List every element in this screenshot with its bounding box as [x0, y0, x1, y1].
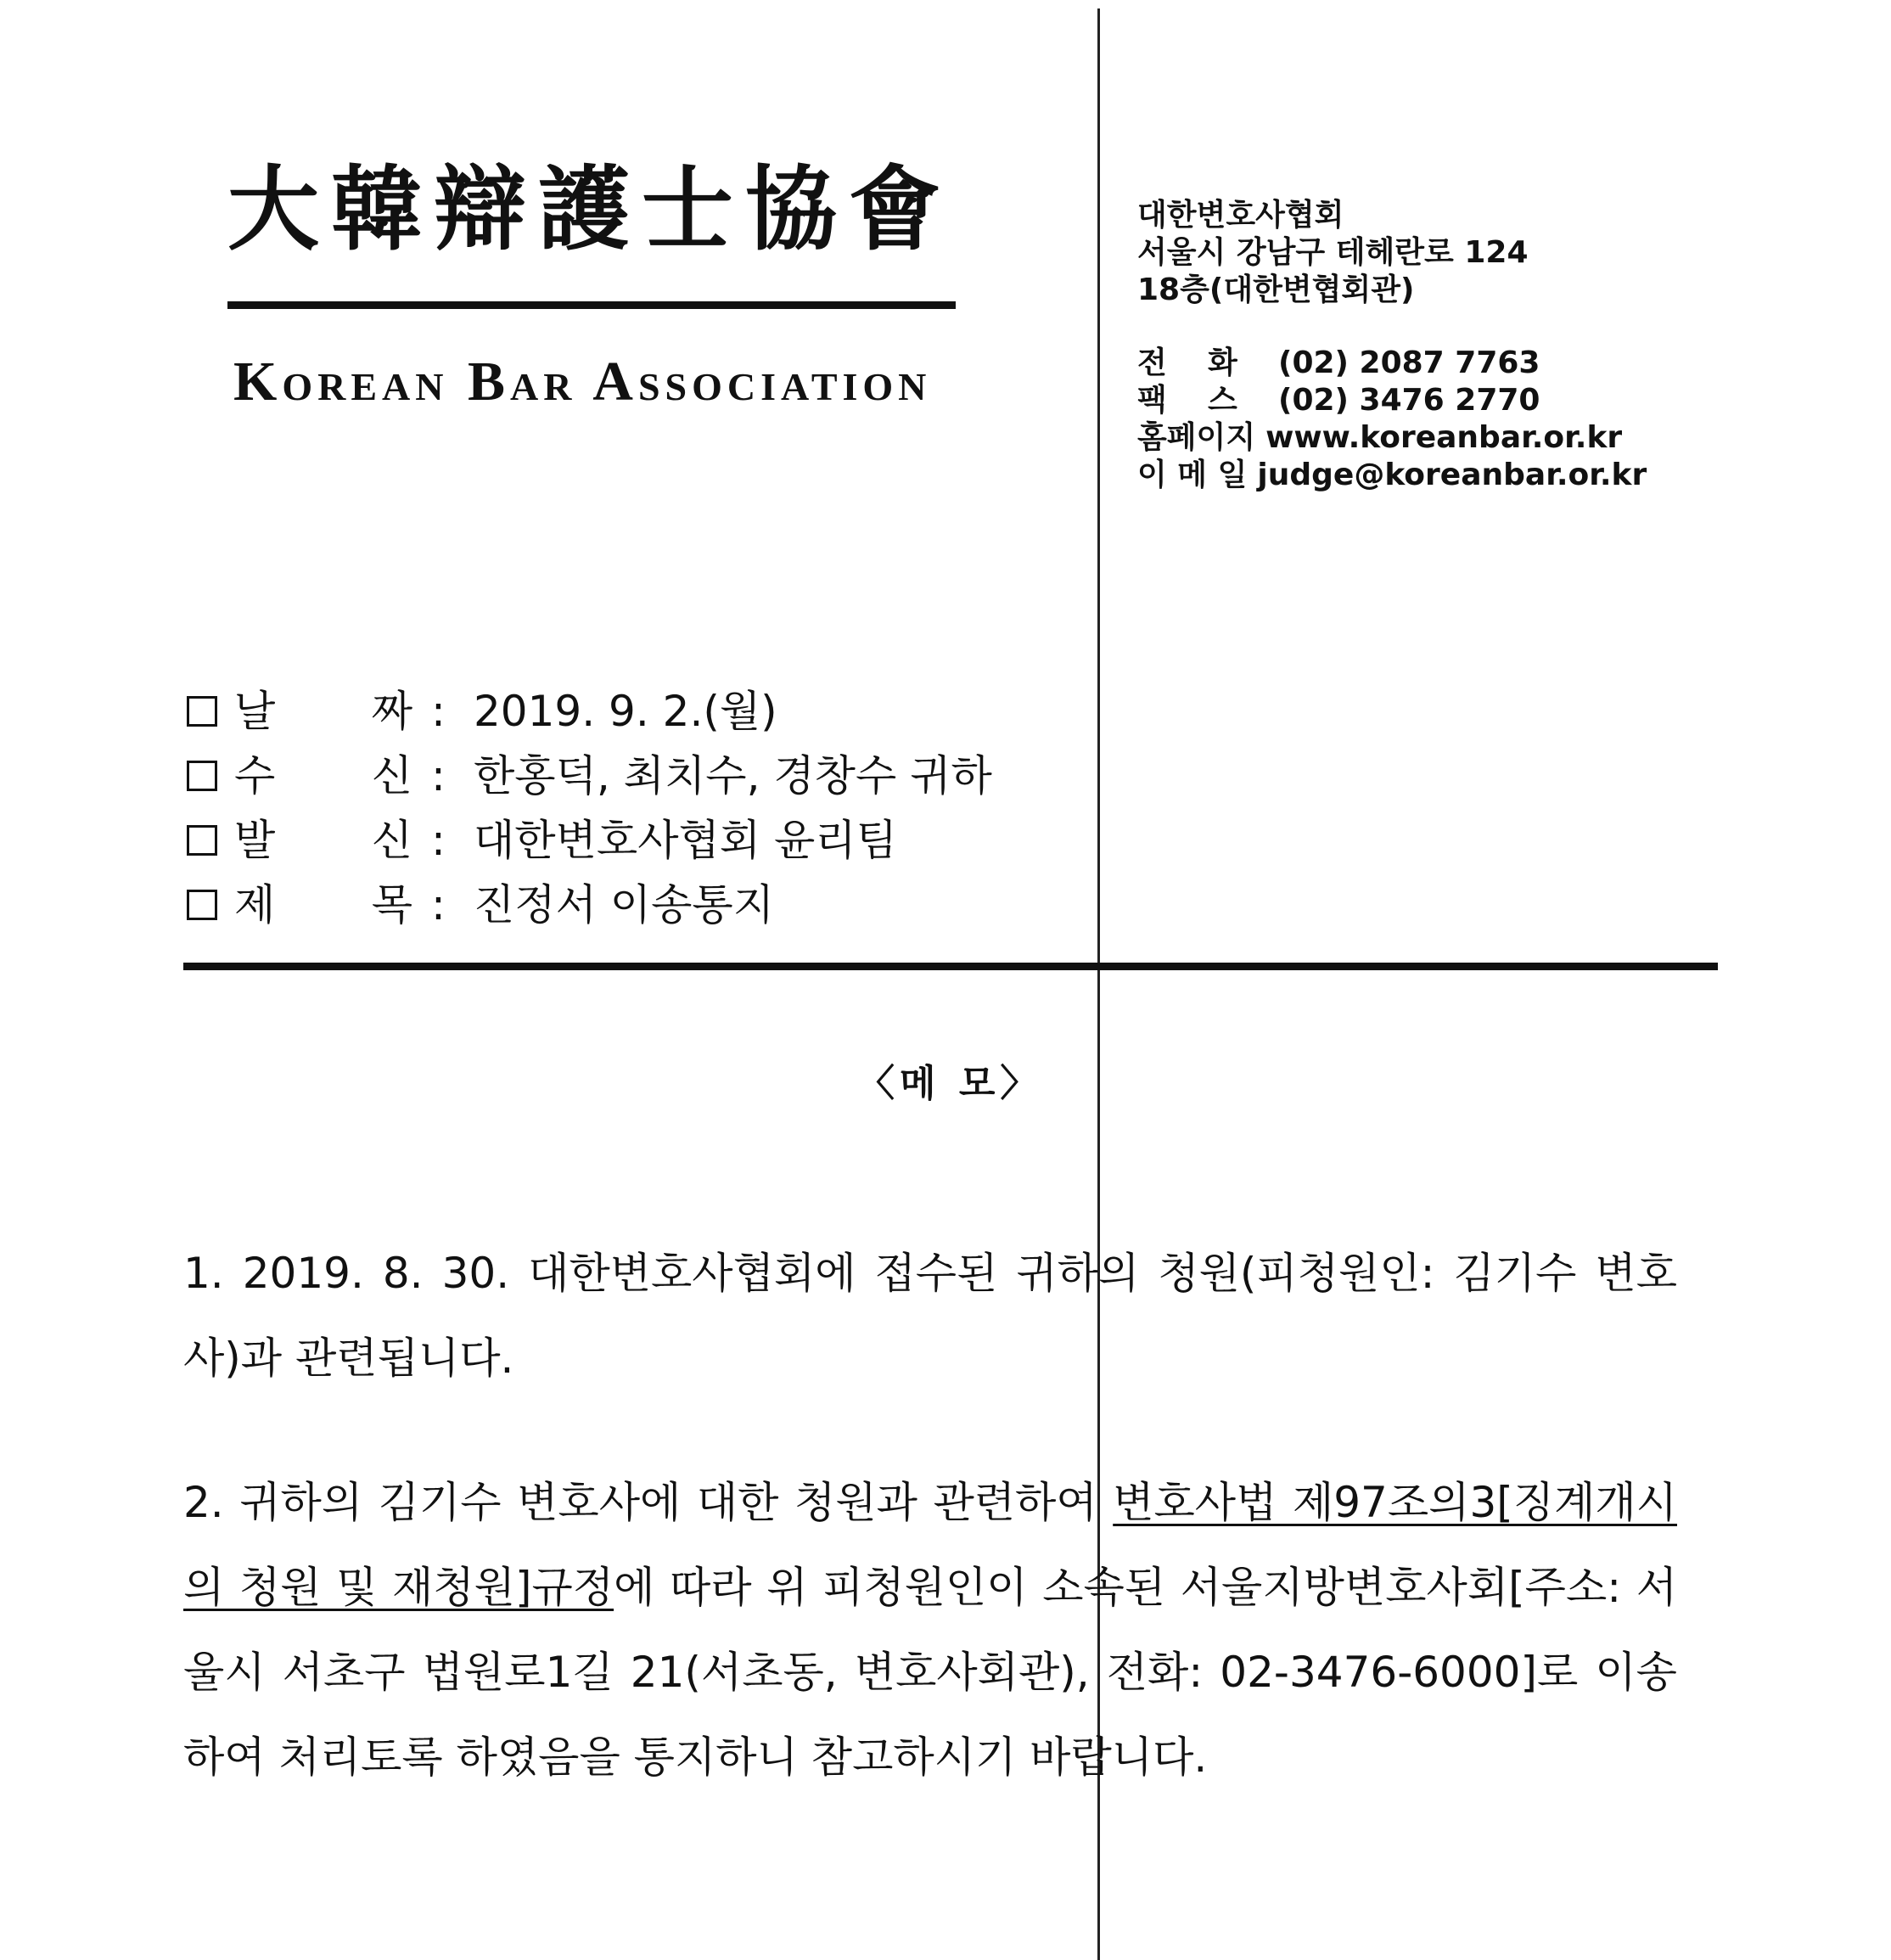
field-subject-value: 진정서 이송통지 [474, 880, 774, 929]
contact-phone-value: (02) 2087 7763 [1278, 345, 1540, 380]
header-fields [187, 679, 992, 937]
field-row-subject: 제 목 : 진정서 이송통지 [187, 873, 992, 937]
logo-hanja-name: 大韓辯護士協會 [227, 156, 953, 263]
contact-fax-value: (02) 3476 2770 [1278, 383, 1540, 418]
checkbox-square-icon [187, 761, 217, 791]
checkbox-square-icon [187, 825, 217, 856]
contact-homepage-value: www.koreanbar.or.kr [1265, 420, 1623, 455]
memo-paragraph-1: 1. 2019. 8. 30. 대한변호사협회에 접수된 귀하의 청원(피청원인: 김기수 변호사)과 관련됩니다. [183, 1249, 1677, 1383]
checkbox-square-icon [187, 890, 217, 920]
contact-phone: 전 화 (02) 2087 7763 [1137, 345, 1540, 380]
contact-fax: 팩 스 (02) 3476 2770 [1137, 383, 1540, 418]
statute-reference: 변호사법 제97조의3[징계개시의 청원 및 재청원]규정 [183, 1478, 1677, 1612]
contact-block [1137, 197, 1647, 494]
header-divider [183, 963, 1718, 970]
field-row-recipient: 수 신 : 한홍덕, 최치수, 경창수 귀하 [187, 744, 992, 808]
contact-address-line2: 18층(대한변협회관) [1137, 272, 1415, 307]
field-sender-value: 대한변호사협회 윤리팀 [474, 816, 897, 865]
contact-email-value: judge@koreanbar.or.kr [1257, 458, 1647, 492]
field-row-sender: 발 신 : 대한변호사협회 윤리팀 [187, 808, 992, 873]
field-row-date: 날 짜 : 2019. 9. 2.(월) [187, 679, 992, 744]
contact-homepage: 홈페이지 www.koreanbar.or.kr [1137, 420, 1623, 455]
logo-english-name: Korean Bar Association [233, 351, 932, 413]
contact-address-line1: 서울시 강남구 테헤란로 124 [1137, 235, 1529, 270]
memo-title: 〈메 모〉 [857, 1062, 1043, 1105]
contact-org: 대한변호사협회 [1137, 198, 1344, 233]
field-date-value: 2019. 9. 2.(월) [474, 687, 777, 736]
contact-email: 이 메 일 judge@koreanbar.or.kr [1137, 458, 1647, 492]
logo-divider [227, 301, 956, 309]
field-recipient-value: 한홍덕, 최치수, 경창수 귀하 [474, 751, 992, 800]
checkbox-square-icon [187, 696, 217, 727]
memo-paragraph-2: 2. 귀하의 김기수 변호사에 대한 청원과 관련하여 변호사법 제97조의3[징계개시의 청원 및 재청원]규정에 따라 위 피청원인이 소속된 서울지방변호사회[주소: 서울시 서초구 법원로1길 21(서초동, 변호사회관), 전화: 02-3476-6000]로 이송하여 처리토록 하였음을 통지하니 참고하시기 바랍니다. [183, 1478, 1677, 1782]
